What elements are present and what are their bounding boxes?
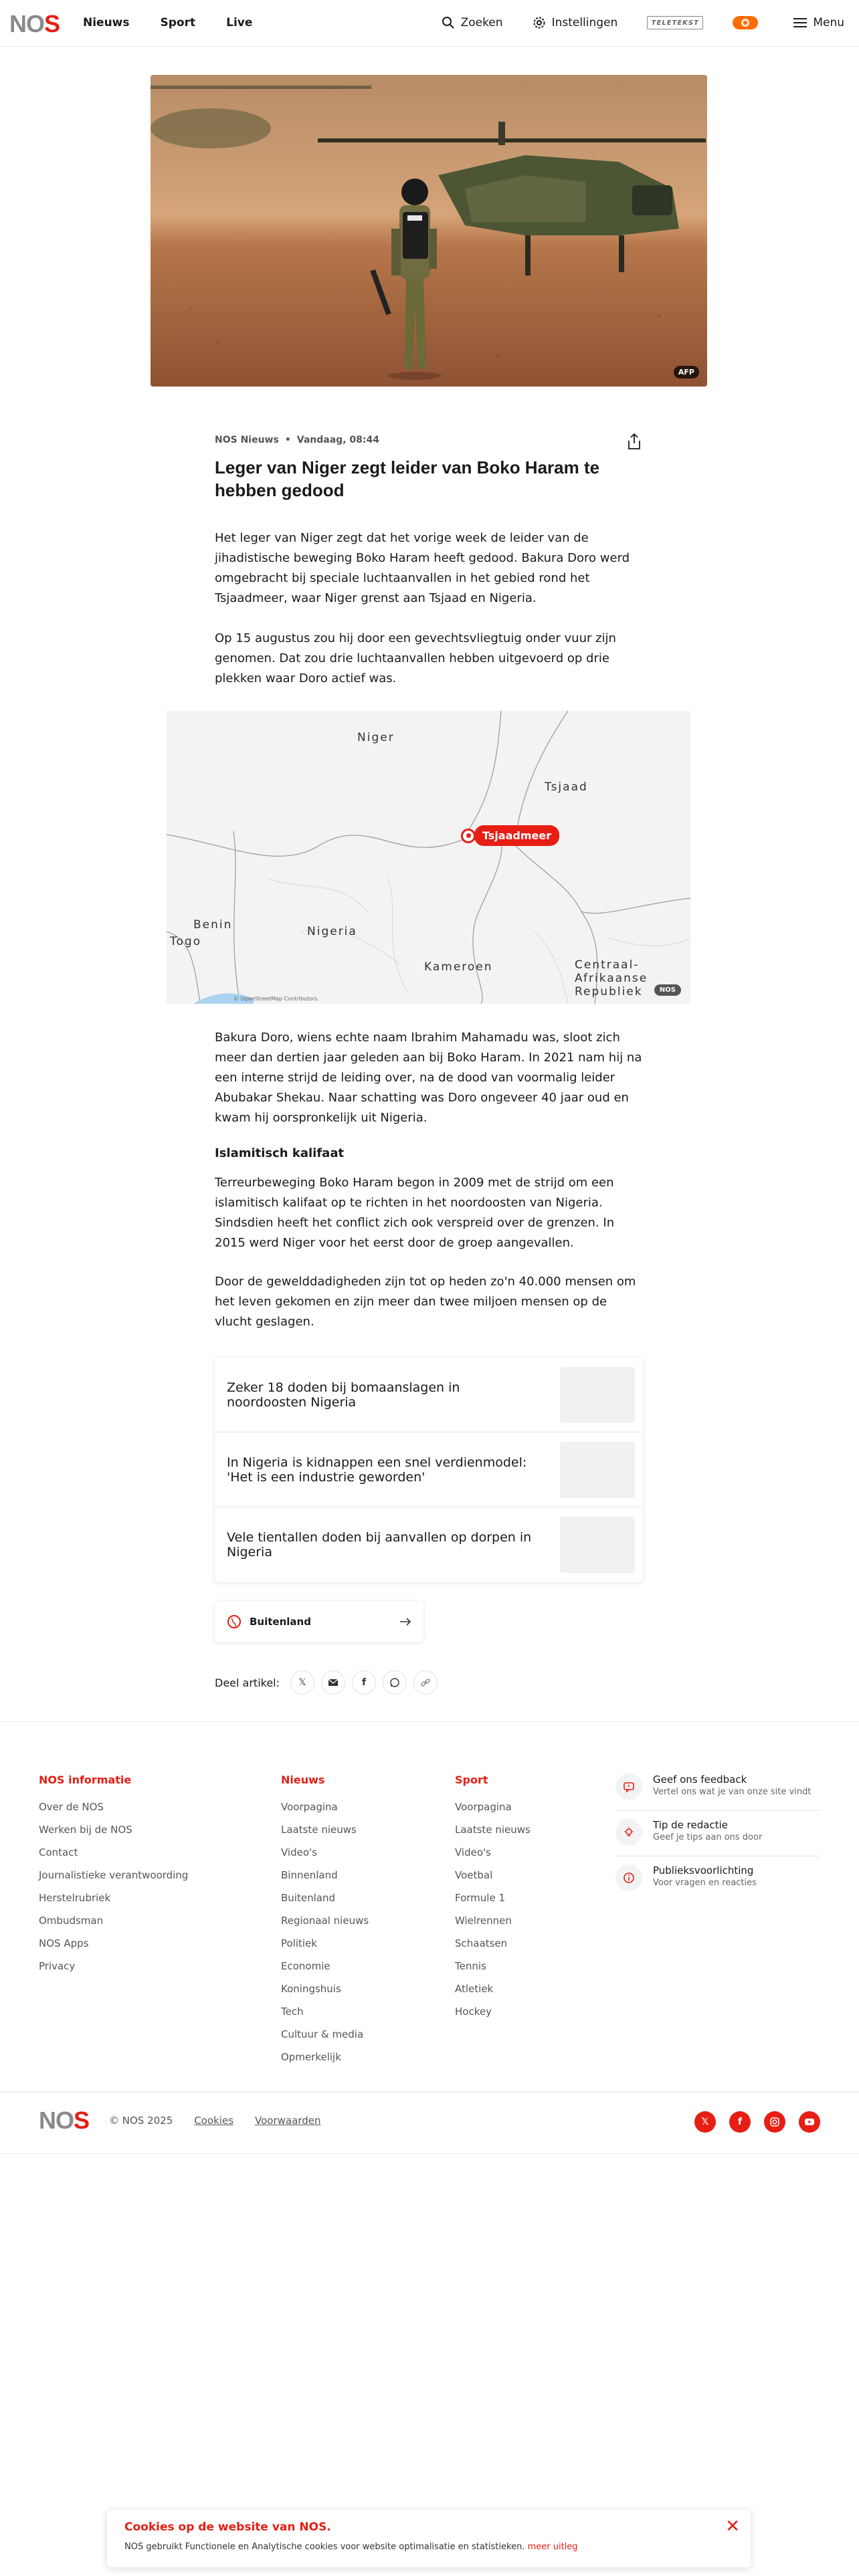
footer-col-nieuws — [281, 1774, 369, 2068]
publieksvoorlichting-subtitle: Voor vragen en reacties — [653, 1878, 757, 1888]
teletekst-link[interactable] — [647, 16, 703, 29]
footer-link[interactable]: Schaatsen — [455, 1937, 508, 1949]
map-pin-label: Tsjaadmeer — [474, 825, 559, 846]
gear-icon — [533, 16, 546, 29]
map-label-niger: Niger — [357, 731, 395, 744]
footer-heading: Sport — [455, 1774, 488, 1786]
related-article-thumbnail — [560, 1367, 635, 1423]
footer-link[interactable]: Voetbal — [455, 1869, 493, 1881]
footer-link[interactable]: Ombudsman — [39, 1915, 104, 1927]
share-icon — [626, 433, 642, 450]
voorwaarden-link[interactable]: Voorwaarden — [255, 2115, 321, 2127]
menu-button[interactable] — [793, 16, 844, 29]
footer-col-sport — [455, 1774, 531, 2023]
copyright: © NOS 2025 — [109, 2115, 173, 2127]
settings-label: Instellingen — [551, 16, 618, 29]
footer-link[interactable]: Privacy — [39, 1960, 76, 1972]
youtube-social-button[interactable] — [799, 2111, 820, 2133]
article-paragraph-5: Door de gewelddadigheden zijn tot op heden zo'n 40.000 mensen om het leven gekomen en zijn meer dan twee miljoen mensen op de vlucht geslagen. — [215, 1275, 636, 1329]
article-paragraph-3: Bakura Doro, wiens echte naam Ibrahim Mahamadu was, sloot zich meer dan dertien jaar geleden aan bij Boko Haram. In 2021 nam hij na een interne strijd de leiding over, na de dood van voormalig leider Abubakar Shekau. Naar schatting was Doro ongeveer 40 jaar oud en kwam hij oorspronkelijk uit Nigeria. — [215, 1031, 642, 1125]
footer-link[interactable]: Buitenland — [281, 1892, 335, 1904]
cookie-banner-body — [124, 2542, 578, 2552]
cookie-more-info-link[interactable]: meer uitleg — [527, 2542, 578, 2552]
header-actions — [412, 15, 844, 31]
feedback-subtitle: Vertel ons wat je van onze site vindt — [653, 1787, 812, 1797]
article-timestamp: Vandaag, 08:44 — [296, 435, 379, 445]
search-icon — [442, 16, 455, 29]
share-link-button[interactable] — [413, 1671, 438, 1695]
map-label-nigeria: Nigeria — [307, 925, 357, 938]
footer-social — [681, 2111, 820, 2133]
x-icon: 𝕏 — [298, 1677, 306, 1688]
article-source[interactable]: NOS Nieuws — [215, 435, 279, 445]
footer-col-nos-informatie — [39, 1774, 188, 1977]
footer-link[interactable]: Economie — [281, 1960, 330, 1972]
tip-redactie-link[interactable] — [615, 1811, 820, 1856]
publieksvoorlichting-title: Publieksvoorlichting — [653, 1864, 754, 1876]
article-subheading: Islamitisch kalifaat — [215, 1146, 345, 1160]
footer-contact — [615, 1765, 820, 1902]
globe-icon — [227, 1614, 242, 1629]
nav-sport[interactable]: Sport — [160, 16, 196, 29]
share-button[interactable] — [626, 433, 642, 450]
footer-link[interactable]: Tech — [281, 2006, 304, 2018]
whatsapp-icon — [389, 1677, 400, 1688]
footer-link[interactable]: Video's — [455, 1846, 491, 1858]
tip-title: Tip de redactie — [653, 1819, 728, 1831]
search-button[interactable] — [442, 16, 503, 29]
search-label: Zoeken — [460, 16, 503, 29]
cookie-banner-title: Cookies op de website van NOS. — [124, 2520, 331, 2534]
map-pin-tsjaadmeer[interactable] — [461, 825, 559, 846]
publieksvoorlichting-link[interactable] — [615, 1856, 820, 1902]
npo-link[interactable] — [733, 15, 764, 31]
email-icon — [328, 1679, 339, 1687]
related-article-1[interactable] — [215, 1358, 643, 1432]
share-row — [215, 1671, 444, 1695]
share-x-button[interactable] — [290, 1671, 314, 1695]
footer-link[interactable]: Laatste nieuws — [281, 1824, 357, 1836]
menu-label: Menu — [813, 16, 844, 29]
related-article-2[interactable] — [215, 1432, 643, 1507]
feedback-icon — [615, 1774, 642, 1800]
nav-live[interactable]: Live — [226, 16, 253, 29]
cookie-banner-text: NOS gebruikt Functionele en Analytische cookies voor website optimalisatie en statistieken. — [124, 2542, 525, 2552]
category-label: Buitenland — [250, 1616, 311, 1628]
share-email-button[interactable] — [321, 1671, 345, 1695]
instagram-social-button[interactable] — [764, 2111, 785, 2133]
footer-link[interactable]: Opmerkelijk — [281, 2051, 341, 2063]
facebook-icon: f — [361, 1677, 367, 1688]
related-article-title: Zeker 18 doden bij bomaanslagen in noordoosten Nigeria — [227, 1380, 460, 1410]
footer-link[interactable]: Herstelrubriek — [39, 1892, 111, 1904]
link-icon — [420, 1677, 431, 1688]
footer-divider — [0, 1721, 859, 1722]
footer-link[interactable]: Cultuur & media — [281, 2028, 364, 2040]
related-article-thumbnail — [560, 1517, 635, 1573]
footer-link[interactable]: Hockey — [455, 2006, 492, 2018]
footer-heading: NOS informatie — [39, 1774, 132, 1786]
share-label: Deel artikel: — [215, 1676, 280, 1689]
footer-link[interactable]: Politiek — [281, 1937, 317, 1949]
related-articles — [215, 1358, 643, 1582]
map-label-kameroen: Kameroen — [424, 960, 493, 974]
feedback-title: Geef ons feedback — [653, 1774, 747, 1786]
article-paragraph-1: Het leger van Niger zegt dat het vorige week de leider van de jihadistische beweging Boko Haram heeft gedood. Bakura Doro werd omgebracht bij speciale luchtaanvallen in het gebied rond het Tsjaadmeer, waar Niger grenst aan Tsjaad en Nigeria. — [215, 531, 630, 605]
close-icon[interactable]: ✕ — [725, 2516, 740, 2537]
category-link-buitenland[interactable] — [215, 1601, 423, 1642]
hamburger-icon — [793, 17, 807, 28]
hero-image — [151, 75, 707, 387]
map-attribution: © OpenStreetMap Contributors — [233, 996, 318, 1002]
photo-credit-badge: AFP — [674, 366, 699, 379]
footer-link[interactable]: Regionaal nieuws — [281, 1915, 369, 1927]
footer-link[interactable]: Contact — [39, 1846, 78, 1858]
footer-nos-logo[interactable]: NOS — [39, 2107, 90, 2134]
instagram-icon — [769, 2117, 780, 2127]
footer-link[interactable]: Werken bij de NOS — [39, 1824, 132, 1836]
arrow-right-icon — [399, 1617, 411, 1626]
footer-bottom — [39, 2107, 342, 2135]
youtube-icon — [804, 2118, 815, 2126]
footer-end-divider — [0, 2153, 859, 2154]
article-paragraph-4: Terreurbeweging Boko Haram begon in 2009 met de strijd om een islamitisch kalifaat op te richten in het noordoosten van Nigeria. Sindsdien heeft het conflict zich ook verspreid over de grenzen. In 2015 werd Niger voor het eerst door de groep aangevallen. — [215, 1176, 615, 1250]
footer-link[interactable]: Journalistieke verantwoording — [39, 1869, 189, 1881]
nos-logo[interactable]: NOS — [9, 10, 60, 37]
teletekst-logo: TELETEKST — [647, 16, 703, 29]
settings-button[interactable] — [533, 16, 618, 29]
map-nos-badge: NOS — [654, 984, 681, 996]
meta-separator: • — [284, 435, 291, 445]
nav-nieuws[interactable]: Nieuws — [83, 16, 130, 29]
footer-link[interactable]: Atletiek — [455, 1983, 494, 1995]
map-label-togo: Togo — [170, 935, 202, 948]
footer-link[interactable]: Laatste nieuws — [455, 1824, 531, 1836]
tip-subtitle: Geef je tips aan ons door — [653, 1832, 763, 1842]
info-icon — [615, 1864, 642, 1891]
map-label-tsjaad: Tsjaad — [545, 780, 588, 794]
lightbulb-icon — [615, 1819, 642, 1846]
site-header — [0, 0, 859, 47]
footer-heading: Nieuws — [281, 1774, 325, 1786]
related-article-title: In Nigeria is kidnappen een snel verdienmodel: 'Het is een industrie geworden' — [227, 1455, 527, 1485]
footer-link[interactable]: Voorpagina — [455, 1801, 512, 1813]
x-social-button[interactable] — [694, 2111, 716, 2133]
related-article-3[interactable] — [215, 1507, 643, 1582]
cookies-link[interactable]: Cookies — [194, 2115, 234, 2127]
share-facebook-button[interactable] — [352, 1671, 376, 1695]
article-title: Leger van Niger zegt leider van Boko Haram te hebben gedood — [215, 457, 600, 500]
facebook-social-button[interactable] — [729, 2111, 751, 2133]
related-article-title: Vele tientallen doden bij aanvallen op dorpen in Nigeria — [227, 1530, 532, 1560]
footer-link[interactable]: NOS Apps — [39, 1937, 89, 1949]
facebook-icon: f — [737, 2117, 743, 2127]
article-paragraph-2: Op 15 augustus zou hij door een gevechtsvliegtuig onder vuur zijn genomen. Dat zou drie luchtaanvallen hebben uitgevoerd op drie plekken waar Doro actief was. — [215, 631, 616, 685]
npo-logo-icon — [733, 15, 758, 31]
footer-link[interactable]: Formule 1 — [455, 1892, 505, 1904]
main-nav — [83, 16, 283, 29]
article-map — [167, 711, 690, 1004]
footer-link[interactable]: Video's — [281, 1846, 317, 1858]
footer-link[interactable]: Voorpagina — [281, 1801, 338, 1813]
footer-link[interactable]: Tennis — [455, 1960, 486, 1972]
hero-photo-illustration — [151, 75, 707, 387]
footer-link[interactable]: Binnenland — [281, 1869, 338, 1881]
cookie-banner — [107, 2510, 751, 2567]
map-pin-icon — [461, 829, 476, 843]
footer-link[interactable]: Wielrennen — [455, 1915, 512, 1927]
footer-link[interactable]: Over de NOS — [39, 1801, 104, 1813]
article-meta — [215, 435, 379, 445]
share-whatsapp-button[interactable] — [383, 1671, 407, 1695]
map-label-car: Centraal- Afrikaanse Republiek — [575, 958, 648, 998]
map-label-benin: Benin — [193, 918, 233, 932]
footer-link[interactable]: Koningshuis — [281, 1983, 341, 1995]
related-article-thumbnail — [560, 1442, 635, 1498]
x-icon: 𝕏 — [701, 2117, 709, 2127]
feedback-link[interactable] — [615, 1765, 820, 1811]
